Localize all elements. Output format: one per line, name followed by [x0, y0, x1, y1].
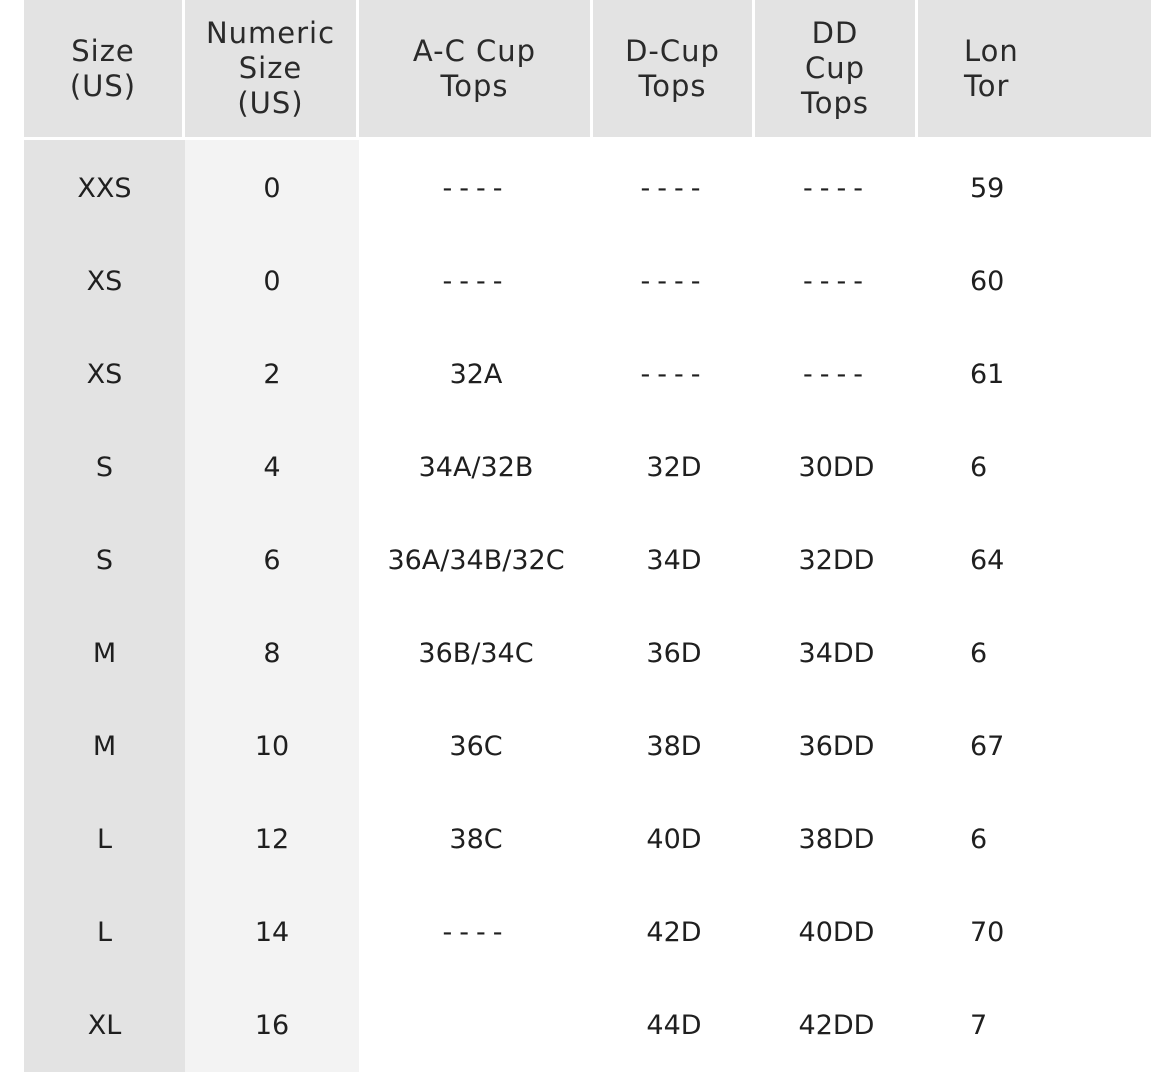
cell-long-torso: 6	[918, 793, 1154, 886]
cell-numeric-size: 4	[185, 421, 359, 514]
cell-dd-cup: ----	[755, 235, 918, 328]
cell-numeric-size: 10	[185, 700, 359, 793]
table-row	[24, 140, 1154, 235]
cell-dd-cup: 34DD	[755, 607, 918, 700]
cell-d-cup: 44D	[593, 979, 755, 1072]
header-row	[24, 0, 1154, 140]
cell-ac-cup: 38C	[359, 793, 593, 886]
cell-dd-cup: 30DD	[755, 421, 918, 514]
cell-ac-cup	[359, 979, 593, 1072]
table-row	[24, 235, 1154, 328]
cell-ac-cup: ----	[359, 886, 593, 979]
table-row	[24, 328, 1154, 421]
cell-size-us: M	[24, 700, 185, 793]
table-row	[24, 793, 1154, 886]
cell-numeric-size: 14	[185, 886, 359, 979]
cell-size-us: L	[24, 793, 185, 886]
cell-d-cup: ----	[593, 235, 755, 328]
cell-numeric-size: 0	[185, 235, 359, 328]
cell-ac-cup: 34A/32B	[359, 421, 593, 514]
cell-ac-cup: ----	[359, 140, 593, 235]
cell-d-cup: ----	[593, 328, 755, 421]
cell-numeric-size: 12	[185, 793, 359, 886]
cell-dd-cup: ----	[755, 140, 918, 235]
cell-size-us: XXS	[24, 140, 185, 235]
cell-size-us: XS	[24, 328, 185, 421]
cell-d-cup: 42D	[593, 886, 755, 979]
cell-size-us: XS	[24, 235, 185, 328]
cell-dd-cup: 42DD	[755, 979, 918, 1072]
cell-long-torso: 7	[918, 979, 1154, 1072]
cell-d-cup: 36D	[593, 607, 755, 700]
cell-numeric-size: 2	[185, 328, 359, 421]
cell-ac-cup: ----	[359, 235, 593, 328]
cell-dd-cup: 40DD	[755, 886, 918, 979]
cell-d-cup: 38D	[593, 700, 755, 793]
table-row	[24, 700, 1154, 793]
header-long-torso: Lon Tor	[918, 0, 1154, 140]
cell-numeric-size: 16	[185, 979, 359, 1072]
cell-ac-cup: 36B/34C	[359, 607, 593, 700]
cell-numeric-size: 6	[185, 514, 359, 607]
cell-long-torso: 59	[918, 140, 1154, 235]
table-row	[24, 607, 1154, 700]
size-chart-header	[24, 0, 1154, 140]
cell-ac-cup: 36A/34B/32C	[359, 514, 593, 607]
cell-size-us: L	[24, 886, 185, 979]
cell-long-torso: 64	[918, 514, 1154, 607]
table-row	[24, 421, 1154, 514]
cell-dd-cup: 38DD	[755, 793, 918, 886]
cell-size-us: S	[24, 421, 185, 514]
header-dd-cup-tops: DD Cup Tops	[755, 0, 918, 140]
cell-dd-cup: 36DD	[755, 700, 918, 793]
table-row	[24, 886, 1154, 979]
cell-ac-cup: 32A	[359, 328, 593, 421]
cell-d-cup: 32D	[593, 421, 755, 514]
size-chart-body	[24, 140, 1154, 1072]
header-ac-cup-tops: A-C Cup Tops	[359, 0, 593, 140]
header-numeric-size-us: Numeric Size (US)	[185, 0, 359, 140]
cell-long-torso: 67	[918, 700, 1154, 793]
cell-numeric-size: 8	[185, 607, 359, 700]
cell-d-cup: ----	[593, 140, 755, 235]
table-row	[24, 979, 1154, 1072]
header-d-cup-tops: D-Cup Tops	[593, 0, 755, 140]
header-size-us: Size (US)	[24, 0, 185, 140]
cell-size-us: M	[24, 607, 185, 700]
cell-long-torso: 61	[918, 328, 1154, 421]
cell-long-torso: 6	[918, 607, 1154, 700]
cell-long-torso: 6	[918, 421, 1154, 514]
cell-long-torso: 60	[918, 235, 1154, 328]
cell-ac-cup: 36C	[359, 700, 593, 793]
table-row	[24, 514, 1154, 607]
cell-numeric-size: 0	[185, 140, 359, 235]
cell-dd-cup: 32DD	[755, 514, 918, 607]
cell-size-us: XL	[24, 979, 185, 1072]
cell-d-cup: 34D	[593, 514, 755, 607]
cell-size-us: S	[24, 514, 185, 607]
cell-long-torso: 70	[918, 886, 1154, 979]
size-chart-table	[24, 0, 1154, 1072]
cell-d-cup: 40D	[593, 793, 755, 886]
cell-dd-cup: ----	[755, 328, 918, 421]
